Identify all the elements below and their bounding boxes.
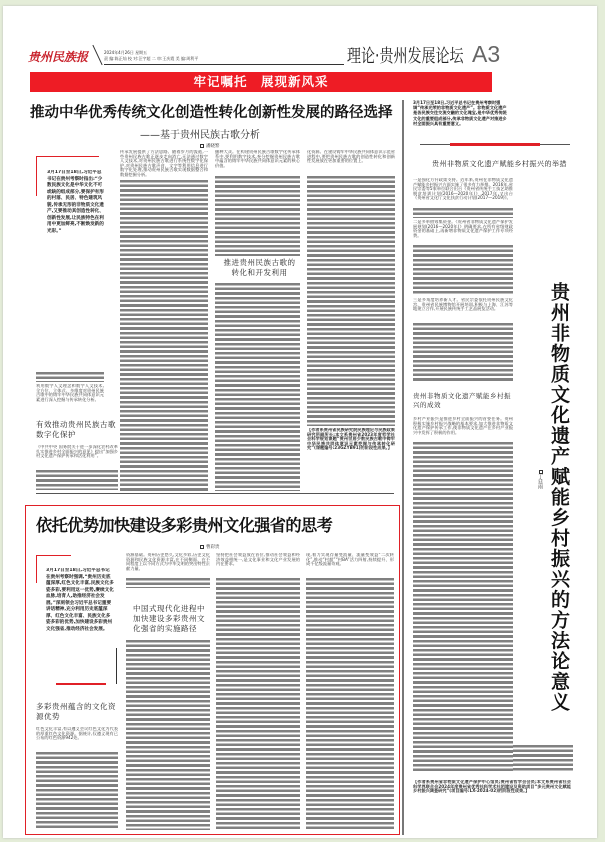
article3-heading1: 贵州非物质文化遗产赋能乡村振兴的举措: [432, 160, 567, 168]
article1-heading1: 推进贵州民族古歌的转化和开发利用: [223, 258, 296, 277]
article2-heading1: 多彩贵州蕴含的文化资源优势: [36, 702, 116, 721]
editors-line: 责 编:陈正灿 校 对:汪宇超 二 审:王庆霞 美 编:周利平: [104, 56, 199, 61]
lead-rule-vertical: [36, 156, 37, 196]
header-rule: [104, 64, 344, 65]
lead-rule-vertical: [116, 648, 117, 684]
column-divider: [402, 100, 404, 835]
article1-lead: 3月17日至18日,习近平总书记在贵州考察时指出:“少数民族文化是中华文化不可或缺的组成部分,要保护有形的村落、民居、特色建筑风貌,传承无形的非物质文化遗产,又要推动其创造性转化、创新性发展,让民族特色在利用中更加鲜亮,不断焕发新的光彩。”: [47, 170, 104, 234]
article2-col3: 现,着力实现存量变流量、流量变效益“二次转化”,推动“村超”“村BA”活力四射,持续提升、形成千亿级流量奇观。: [306, 553, 394, 567]
text-column: [126, 640, 210, 830]
article3-author: [537, 470, 545, 489]
article1-col3: 化资源。在建设铸牢中华民族共同体意识示范省进程中,要把贵州民族古歌的创造性转化和创新性发展放在更加重要的位置上。: [307, 150, 395, 164]
masthead-logo: 贵州民族报: [28, 50, 89, 64]
article2-lead: 3月17日至18日,习近平总书记在贵州考察时强调,“贵州历史底蕴深厚,红色文化丰富,民族文化多姿多彩,要利用这一优势,赓续文化血脉,培育人,助推经济社会发展。”深刻领会习近平总书记重要讲话精神,充分利用历史底蕴深厚、红色文化丰富、民族文化多姿多彩的优势,加快建设多彩贵州文化强省,推动经济社会发展。: [46, 568, 114, 632]
text-column: [413, 245, 513, 295]
text-column: [413, 208, 513, 218]
author-name: 潘晓繁: [206, 144, 220, 149]
article1-col0c: 《中共中央 国务院关于进一步深化农村改革 扎实推进乡村全面振兴的意见》提出“加强乡村文化遗产保护传承和活化利用”。: [36, 445, 118, 459]
text-column: [413, 323, 513, 383]
text-column: [307, 176, 395, 426]
lead-rule: [56, 683, 106, 685]
article1-heading2: 有效推动贵州民族古歌数字化保护: [36, 420, 116, 439]
text-column: [413, 442, 513, 772]
text-column: [120, 180, 208, 492]
page-number: A3: [472, 41, 501, 67]
lead-rule: [36, 156, 99, 157]
author-name: 曹彩贵: [206, 545, 220, 550]
article3-note: 【作者系贵州省非物质文化遗产保护中心馆员;贵州省哲学会会员;本文系贵州省社会科学界联合会2024年度贵州省优秀社科学术社团建设及资助项目“多元贵州文化赋能乡村振兴调查研究”(项目编号:LX-2024-02)的阶段性成果。】: [413, 780, 571, 794]
text-column: [36, 752, 118, 830]
article1-subtitle: ——基于贵州民族古歌分析: [140, 130, 260, 141]
author-box-icon: [200, 144, 204, 148]
text-column: [513, 745, 573, 772]
article2-title: 依托优势加快建设多彩贵州文化强省的思考: [36, 516, 333, 535]
article3-vertical-title: 贵州非物质文化遗产赋能乡村振兴的方法论意义: [548, 282, 570, 713]
article2-author: [200, 544, 220, 550]
text-column: [126, 578, 210, 588]
red-banner: 牢记嘱托 展现新风采: [30, 72, 492, 92]
text-column: [215, 283, 300, 491]
section-title: 理论·贵州发展论坛: [347, 46, 464, 68]
issue-meta: [104, 50, 198, 62]
article3-p1: 一是强化方针政策支持。近年来,贵州在非物质文化遗产赋能乡村振兴方面实施了很多有力举措。2016年,省民宗委等5家单位联合出台《贵州省传统手工技艺助推脱贫培训计划(2016—2020年)》,2017年,又出台《贵州省文化厅文化扶贫行动计划(2017—2019)》。: [413, 178, 513, 201]
text-column: [36, 470, 118, 490]
article1-title: 推动中华优秀传统文化创造性转化创新性发展的路径选择: [30, 104, 393, 121]
article2-col1: 资源基础。贵州历史悠久,文化多彩,历史文化资源和民族文化资源丰富,在不同侧面、在不同程度上以不同方式为中华文明的突出特性贡献力量。: [126, 553, 210, 571]
author-box-icon: [200, 545, 204, 549]
article2-heading2: 中国式现代化进程中加快建设多彩贵州文化强省的实施路径: [133, 604, 205, 633]
article-divider: [36, 493, 394, 494]
article3-p3: 三是多角度培养新人才。省民宗委依托贵州民族文化宫、贵州省民族博物馆开展培训,积极与上海、江苏等地建立合作,开展民族传统手工艺品展览活动。: [413, 298, 513, 312]
issue-date: 2024年4月26日 星期五: [104, 50, 148, 55]
text-column: [306, 578, 394, 830]
article3-p2: 二是多举措筹集资金。《贵州省非物质文化遗产保护发展规划(2016—2020年)》明确要求,在所有省级财政资金的基础上,再新增非物质文化遗产保护工作专项经费。: [413, 220, 513, 238]
article3-intro: 3月17日至18日,习近平总书记在贵州考察时强调“传承光荣的非物质文化遗产”。非物质文化遗产是各民族交往交流交融的文化瑰宝,是中华优秀传统文化的重要组成部分,传承非物质文化遗产对推进乡村全面振兴具有重要意义。: [413, 100, 507, 126]
text-column: [216, 578, 300, 830]
article1-author: [200, 143, 220, 149]
author-name: 丁廷雨: [537, 474, 543, 489]
text-column: [215, 176, 300, 256]
text-column: [36, 372, 104, 382]
article1-note: 【作者系贵州省民族研究院民族理论与民族政策研究所副所长;本文系贵州省2023年度哲学社会科学规划课题“贵州世居少数民族古歌中铸牢中华民族共同体意识元素挖掘与传承转化研究”(课题编号:23GZYB91)的阶段性成果。】: [307, 428, 395, 451]
article1-col2: 播种大众。在构建贵州民族古歌数字化传承体系中,要利用数字技术,充分挖掘贵州民族古歌中蕴含的铸牢中华民族共同体意识元素的核心价值。: [215, 150, 300, 168]
article3-p4: 乡村产业振兴是推进乡村全面振兴的首要任务。贵州积极实施乡村振兴战略的基本要求,加大推进非物质文化遗产保护传承工作,使非物质文化遗产在乡村产业振兴中发挥了积极的作用。: [413, 417, 513, 435]
article2-col0: 红色文化丰富,有以遵义会议红色文化为代表的厚重红色文化资源。据统计,仅遵义现有已公布的红色资源942处。: [36, 727, 118, 741]
divider-accent: [450, 143, 540, 146]
article3-heading2: 贵州非物质文化遗产赋能乡村振兴的成效: [413, 392, 511, 409]
article1-col0b: 利用数字人文理念和数字人文技术,全方位、立体式、多维度对贵州民族古歌中的铸牢中华民族共同体意识元素进行深入挖掘与传承转化分析。: [36, 384, 104, 402]
article1-col1: 传承发展提供了方法思路。随着岁月的流逝,一些贵州民族古歌正逐步走向消亡,无法通过数字人文技术,对贵州民族古歌进行系统性数字化保护,对贵州民族古歌声音、文字等利用信息进行数字化处理,推动贵州民族古歌实现数据整合和数据挖掘分析。: [120, 150, 208, 177]
lead-rule-vertical: [36, 555, 37, 583]
lead-rule: [36, 555, 71, 556]
article2-col2: 坚持把社会效益放在首位,推动社会效益和经济效益相统一,是文化事业和文化产业发展的内在要求。: [216, 553, 300, 567]
